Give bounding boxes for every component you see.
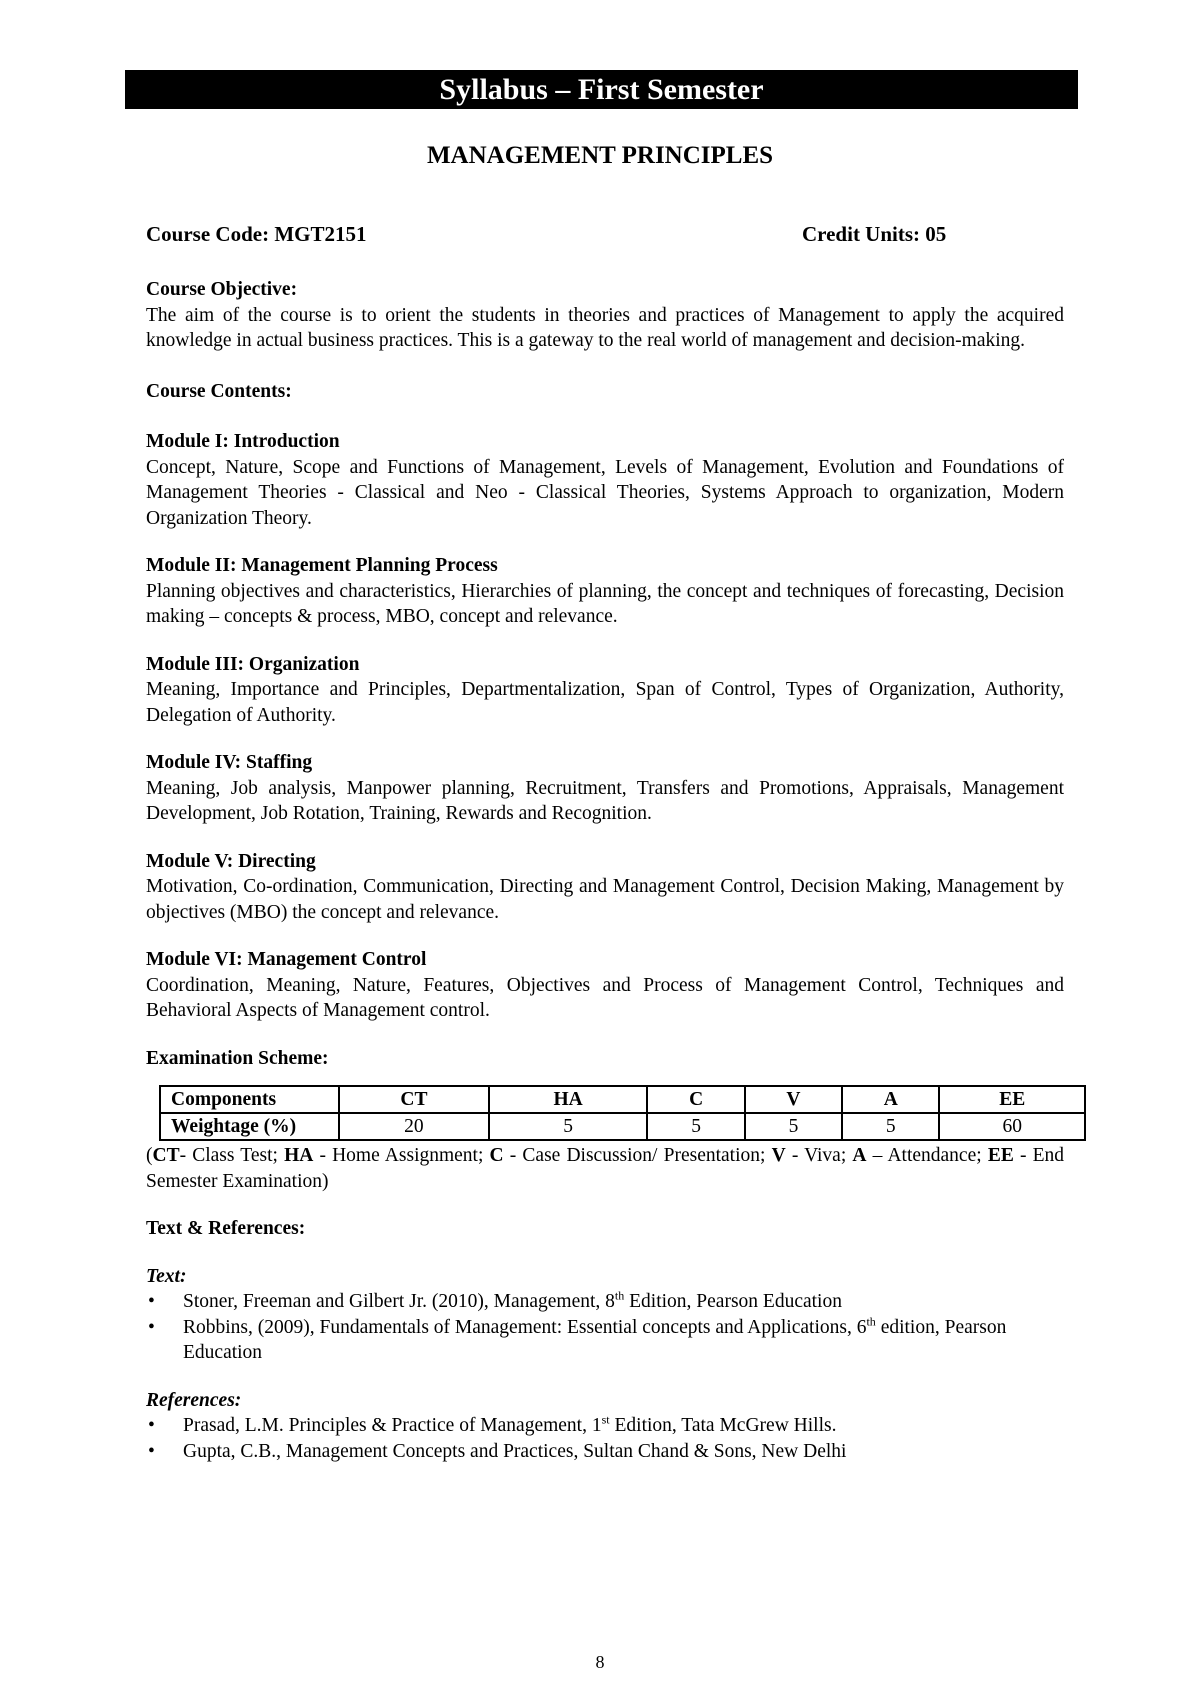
legend-abbr: A [852, 1145, 867, 1166]
course-title: MANAGEMENT PRINCIPLES [426, 142, 774, 169]
table-cell: 5 [647, 1113, 744, 1140]
text-label: Text: [146, 1265, 187, 1287]
module-title: Module IV: Staffing [146, 752, 313, 773]
legend-abbr: EE [987, 1145, 1014, 1166]
list-item [146, 1315, 1064, 1366]
module-6 [146, 947, 1064, 1024]
module-title: Module III: Organization [146, 653, 360, 675]
exam-legend [146, 1143, 1064, 1194]
legend-abbr: HA [284, 1145, 314, 1166]
module-title: Module VI: Management Control [146, 949, 427, 970]
list-item [146, 1439, 1064, 1465]
list-item [146, 1413, 1064, 1439]
ref-sup: st [601, 1412, 610, 1427]
table-cell: 5 [489, 1113, 648, 1140]
legend-abbr: C [489, 1145, 504, 1166]
objective-text: The aim of the course is to orient the students in theories and practices of Management to apply the acquired knowledge in actual business practices. This is a gateway to the real world of management and decision-making. [146, 304, 1064, 351]
module-5 [146, 849, 1064, 926]
exam-scheme-table [159, 1085, 1086, 1141]
references-label: References: [146, 1389, 242, 1411]
table-cell: Weightage (%) [160, 1113, 339, 1140]
ref-text: Robbins, (2009), Fundamentals of Management: Essential concepts and Applications, 6 [183, 1316, 867, 1338]
table-header-cell: HA [489, 1086, 648, 1113]
references-heading: Text & References: [146, 1218, 306, 1239]
table-cell: 5 [842, 1113, 939, 1140]
ref-sup: th [614, 1288, 625, 1303]
module-3 [146, 652, 1064, 729]
module-text: Motivation, Co-ordination, Communication, Directing and Management Control, Decision Making, Management by objectives (MBO) the concept and relevance. [146, 876, 1064, 923]
module-title: Module II: Management Planning Process [146, 555, 498, 576]
bullet-icon: • [148, 1291, 155, 1312]
table-header-row [160, 1086, 1085, 1113]
page-number: 8 [595, 1652, 605, 1672]
module-2 [146, 553, 1064, 630]
legend-desc: - End Semester Examination) [146, 1145, 1065, 1192]
table-header-cell: C [647, 1086, 744, 1113]
list-item [146, 1289, 1064, 1315]
objective-heading: Course Objective: [146, 279, 298, 300]
exam-heading: Examination Scheme: [146, 1047, 329, 1069]
contents-heading: Course Contents: [146, 380, 292, 402]
table-row [160, 1113, 1085, 1140]
module-text: Meaning, Importance and Principles, Departmentalization, Span of Control, Types of Organization, Authority, Delegation of Authority. [146, 679, 1064, 726]
module-text: Coordination, Meaning, Nature, Features, Objectives and Process of Management Control, Techniques and Behavioral Aspects of Management control. [146, 974, 1064, 1021]
legend-desc: - Viva; [785, 1145, 853, 1166]
legend-paren: ( [146, 1145, 153, 1166]
bullet-icon: • [148, 1316, 155, 1338]
legend-desc: - Class Test; [179, 1145, 285, 1166]
module-text: Meaning, Job analysis, Manpower planning, Recruitment, Transfers and Promotions, Appraisals, Management Development, Job Rotation, Training, Rewards and Recognition. [146, 777, 1064, 824]
legend-abbr: CT [152, 1145, 180, 1166]
text-list [146, 1289, 1064, 1366]
credit-units: Credit Units: 05 [802, 222, 947, 246]
ref-text: Prasad, L.M. Principles & Practice of Management, 1 [183, 1415, 602, 1436]
ref-text: Edition, Pearson Education [624, 1291, 842, 1312]
ref-text: Stoner, Freeman and Gilbert Jr. (2010), Management, 8 [183, 1291, 615, 1312]
references-list [146, 1413, 1064, 1464]
legend-desc: – Attendance; [866, 1145, 988, 1166]
module-4 [146, 750, 1064, 827]
course-code: Course Code: MGT2151 [146, 222, 367, 246]
ref-text: edition, Pearson Education [183, 1316, 1007, 1363]
module-1 [146, 429, 1064, 531]
ref-sup: th [866, 1314, 876, 1328]
bullet-icon: • [148, 1440, 155, 1462]
module-text: Concept, Nature, Scope and Functions of Management, Levels of Management, Evolution and Foundations of Management Theories - Classical and Neo - Classical Theories, Systems Approach to organization, Modern Organization Theory. [146, 456, 1064, 529]
table-header-cell: Components [160, 1086, 339, 1113]
table-cell: 20 [339, 1113, 489, 1140]
module-text: Planning objectives and characteristics, Hierarchies of planning, the concept and techniques of forecasting, Decision making – concepts & process, MBO, concept and relevance. [146, 580, 1064, 627]
syllabus-content [146, 277, 1064, 1464]
table-cell: 60 [939, 1113, 1085, 1140]
legend-desc: - Case Discussion/ Presentation; [503, 1145, 772, 1166]
table-header-cell: A [842, 1086, 939, 1113]
semester-banner: Syllabus – First Semester [125, 70, 1078, 109]
legend-abbr: V [771, 1145, 786, 1166]
table-header-cell: V [745, 1086, 842, 1113]
ref-text: Gupta, C.B., Management Concepts and Practices, Sultan Chand & Sons, New Delhi [183, 1440, 847, 1462]
module-title: Module I: Introduction [146, 431, 340, 452]
ref-text: Edition, Tata McGrew Hills. [609, 1415, 837, 1436]
table-cell: 5 [745, 1113, 842, 1140]
table-header-cell: EE [939, 1086, 1085, 1113]
legend-desc: - Home Assignment; [313, 1145, 490, 1166]
module-title: Module V: Directing [146, 850, 316, 872]
bullet-icon: • [148, 1415, 155, 1436]
table-header-cell: CT [339, 1086, 489, 1113]
